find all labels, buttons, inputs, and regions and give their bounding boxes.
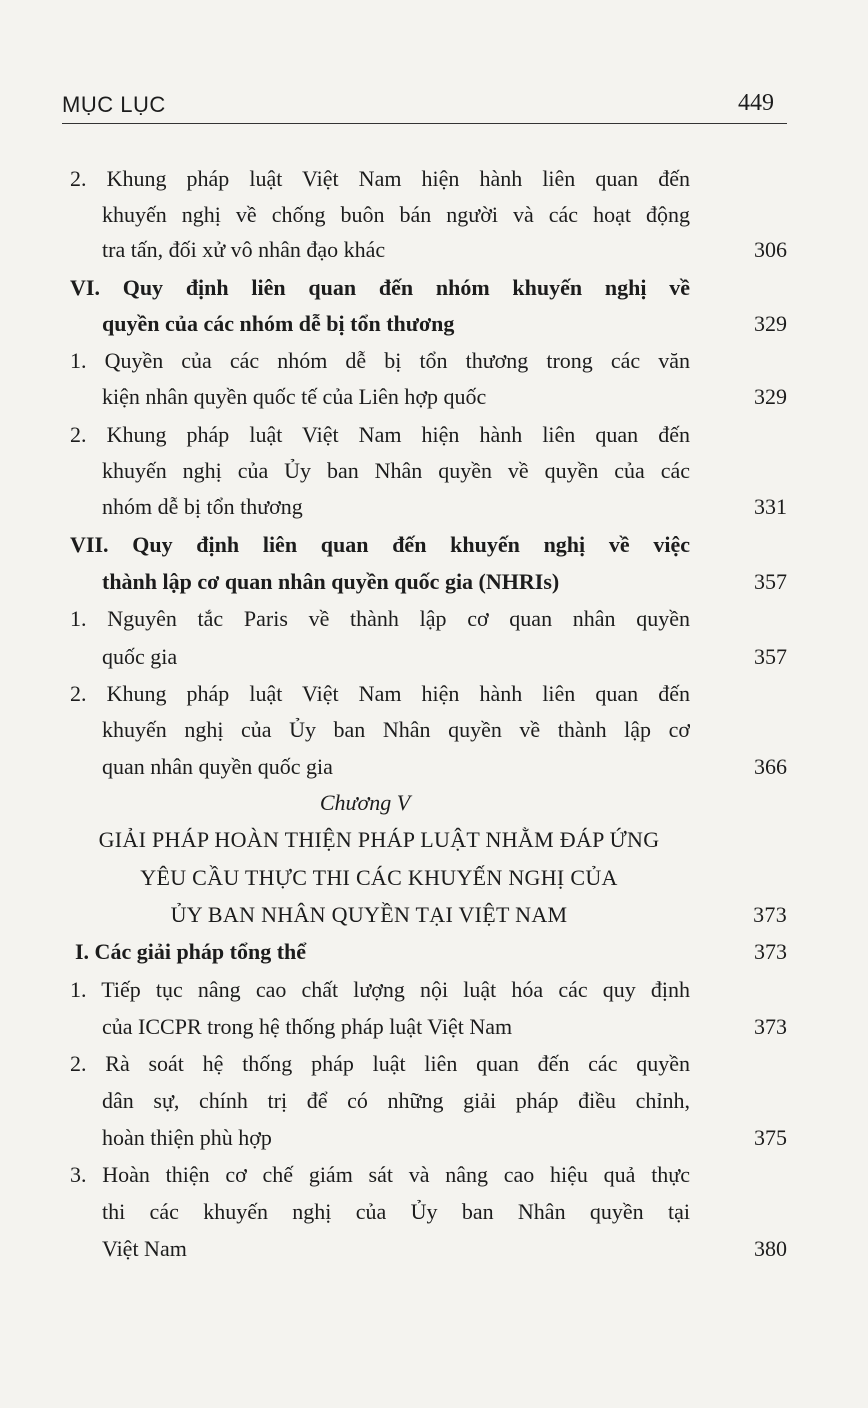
- toc-entry: [0, 161, 868, 197]
- toc-page-number: 357: [754, 569, 787, 594]
- toc-entry: [0, 1231, 868, 1267]
- toc-entry: [0, 972, 868, 1008]
- toc-entry: [0, 1120, 868, 1156]
- toc-page-number: 373: [754, 1014, 787, 1039]
- chapter-title-line: [0, 897, 868, 933]
- toc-entry-text: thi các khuyến nghị của Ủy ban Nhân quyền tại: [102, 1199, 690, 1224]
- running-header-page-number: 449: [738, 90, 774, 116]
- toc-entry-text: ỦY BAN NHÂN QUYỀN TẠI VIỆT NAM: [170, 902, 568, 927]
- toc-page-number: 366: [754, 754, 787, 779]
- toc-entry: [0, 417, 868, 453]
- toc-entry-text: hoàn thiện phù hợp: [102, 1125, 272, 1150]
- toc-entry: [0, 639, 868, 675]
- toc-entry-text: 1. Nguyên tắc Paris về thành lập cơ quan nhân quyền: [70, 606, 690, 631]
- toc-entry: [0, 453, 868, 489]
- toc-entry-text: nhóm dễ bị tổn thương: [102, 494, 303, 519]
- toc-entry: [0, 379, 868, 415]
- toc-entry-text: 2. Khung pháp luật Việt Nam hiện hành liên quan đến: [70, 681, 690, 706]
- chapter-title-line: [0, 860, 868, 896]
- toc-entry: [0, 1009, 868, 1045]
- toc-page-number: 373: [754, 939, 787, 964]
- running-header-title: MỤC LỤC: [62, 92, 166, 117]
- toc-entry-text: 3. Hoàn thiện cơ chế giám sát và nâng cao hiệu quả thực: [70, 1162, 690, 1187]
- toc-entry: [0, 749, 868, 785]
- toc-entry: [0, 676, 868, 712]
- toc-entry-text: GIẢI PHÁP HOÀN THIỆN PHÁP LUẬT NHẰM ĐÁP ỨNG: [98, 827, 660, 852]
- toc-entry: [0, 712, 868, 748]
- toc-page-number: 357: [754, 644, 787, 669]
- toc-entry-text: 1. Quyền của các nhóm dễ bị tổn thương trong các văn: [70, 348, 690, 373]
- toc-entry-text: tra tấn, đối xử vô nhân đạo khác: [102, 237, 386, 262]
- toc-entry-text: VI. Quy định liên quan đến nhóm khuyến nghị về: [70, 275, 690, 300]
- toc-entry-text: Việt Nam: [102, 1236, 187, 1261]
- toc-entry: [0, 489, 868, 525]
- toc-entry-text: Chương V: [319, 790, 411, 815]
- toc-entry-text: khuyến nghị của Ủy ban Nhân quyền về quyền của các: [102, 458, 690, 483]
- toc-page-number: 306: [754, 237, 787, 262]
- toc-entry-text: khuyến nghị của Ủy ban Nhân quyền về thành lập cơ: [102, 717, 690, 742]
- header-divider: [62, 123, 787, 124]
- toc-entry-text: của ICCPR trong hệ thống pháp luật Việt Nam: [102, 1014, 513, 1039]
- toc-section-heading: [0, 527, 868, 563]
- toc-page-number: 329: [754, 384, 787, 409]
- toc-entry-text: quan nhân quyền quốc gia: [102, 754, 333, 779]
- toc-page-number: 373: [753, 902, 787, 927]
- toc-entry-text: 2. Khung pháp luật Việt Nam hiện hành liên quan đến: [70, 166, 690, 191]
- toc-entry: [0, 232, 868, 268]
- toc-entry: [0, 1083, 868, 1119]
- chapter-title-line: [0, 822, 868, 858]
- toc-entry: [0, 601, 868, 637]
- toc-entry-text: 1. Tiếp tục nâng cao chất lượng nội luật hóa các quy định: [70, 977, 690, 1002]
- toc-entry-text: 2. Rà soát hệ thống pháp luật liên quan đến các quyền: [70, 1051, 690, 1076]
- toc-entry-text: dân sự, chính trị để có những giải pháp điều chỉnh,: [102, 1088, 690, 1113]
- toc-section-heading: [0, 306, 868, 342]
- toc-entry-text: YÊU CẦU THỰC THI CÁC KHUYẾN NGHỊ CỦA: [140, 865, 618, 890]
- toc-entry-text: VII. Quy định liên quan đến khuyến nghị về việc: [70, 532, 690, 557]
- toc-entry-text: I. Các giải pháp tổng thể: [75, 939, 307, 964]
- toc-entry: [0, 197, 868, 233]
- toc-page-number: 329: [754, 311, 787, 336]
- toc-section-heading: [0, 934, 868, 970]
- toc-entry-text: quốc gia: [102, 644, 178, 669]
- toc-page-number: 380: [754, 1236, 787, 1261]
- toc-section-heading: [0, 270, 868, 306]
- toc-entry: [0, 1157, 868, 1193]
- toc-entry-text: 2. Khung pháp luật Việt Nam hiện hành liên quan đến: [70, 422, 690, 447]
- chapter-label: [0, 785, 868, 821]
- toc-entry-text: kiện nhân quyền quốc tế của Liên hợp quốc: [102, 384, 487, 409]
- toc-entry-text: quyền của các nhóm dễ bị tổn thương: [102, 311, 455, 336]
- toc-entry-text: khuyến nghị về chống buôn bán người và các hoạt động: [102, 202, 690, 227]
- toc-entry: [0, 1046, 868, 1082]
- toc-entry-text: thành lập cơ quan nhân quyền quốc gia (NHRIs): [102, 569, 560, 594]
- toc-page-number: 331: [754, 494, 787, 519]
- toc-page-number: 375: [754, 1125, 787, 1150]
- toc-entry: [0, 343, 868, 379]
- toc-entry: [0, 1194, 868, 1230]
- toc-section-heading: [0, 564, 868, 600]
